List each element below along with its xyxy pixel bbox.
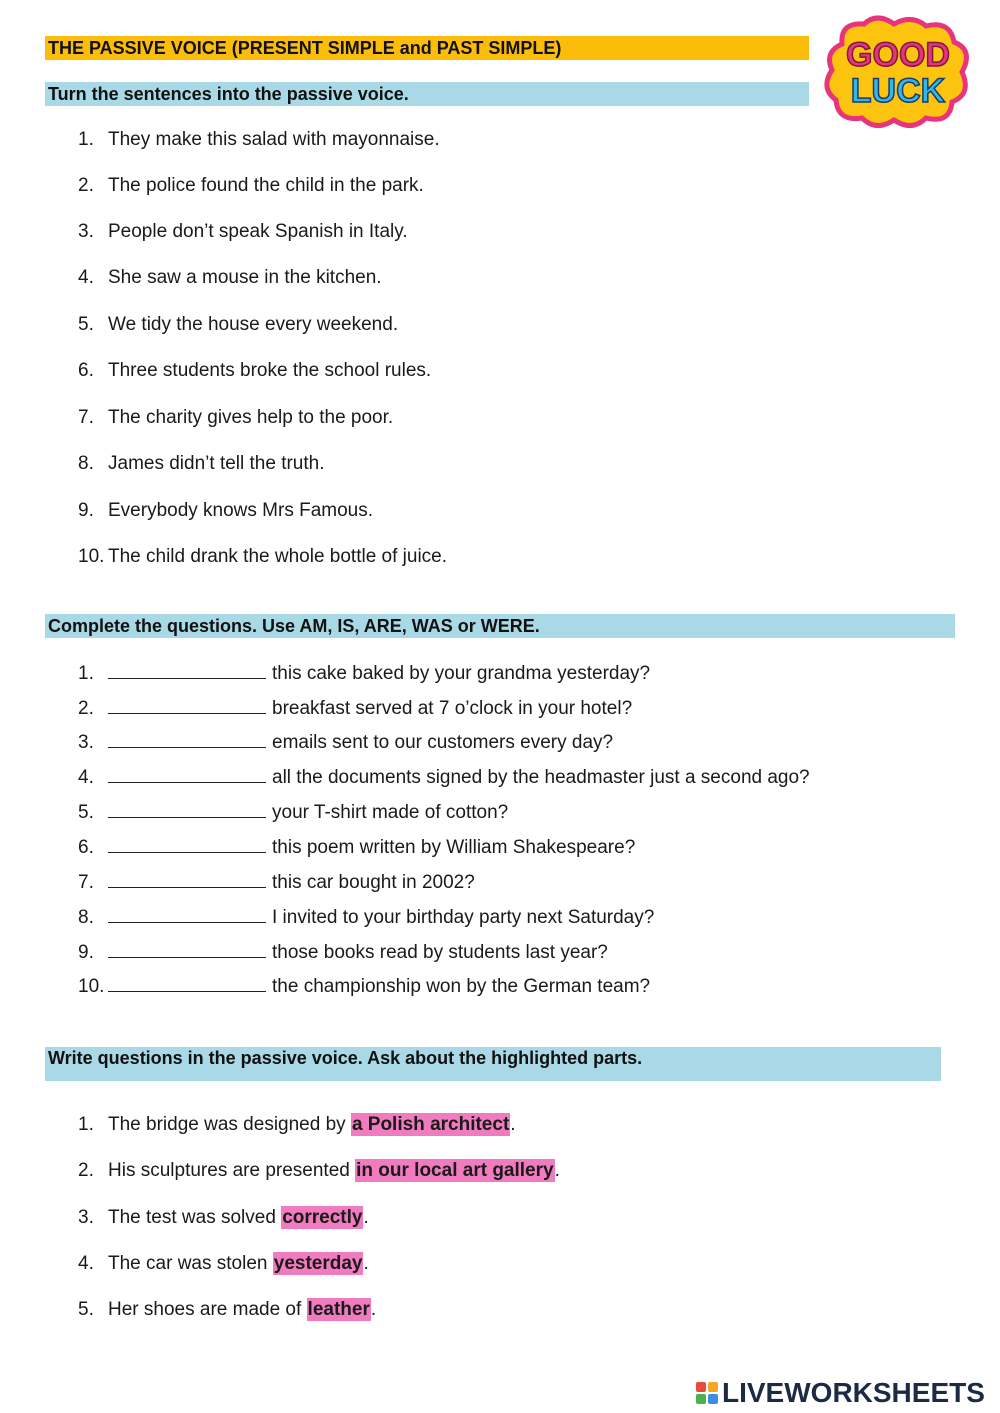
list-item: 10. The child drank the whole bottle of juice.: [78, 546, 448, 567]
list-item: 9. Everybody knows Mrs Famous.: [78, 500, 374, 521]
list-item: 5. Her shoes are made of leather.: [78, 1299, 377, 1320]
list-item: 2. breakfast served at 7 o’clock in your hotel?: [78, 698, 633, 719]
list-item: 7. this car bought in 2002?: [78, 872, 475, 893]
answer-blank[interactable]: [108, 662, 266, 679]
list-item: 6. this poem written by William Shakespeare?: [78, 837, 636, 858]
list-item: 6. Three students broke the school rules.: [78, 360, 432, 381]
list-item: 5. We tidy the house every weekend.: [78, 314, 399, 335]
list-item: 10. the championship won by the German team?: [78, 976, 651, 997]
list-item: 1. They make this salad with mayonnaise.: [78, 129, 440, 150]
highlighted-part: a Polish architect: [351, 1114, 510, 1135]
answer-blank[interactable]: [108, 697, 266, 714]
logo-text: LIVEWORKSHEETS: [722, 1377, 985, 1408]
answer-blank[interactable]: [108, 871, 266, 888]
list-item: 2. His sculptures are presented in our local art gallery.: [78, 1160, 560, 1181]
good-luck-badge-icon: [822, 14, 974, 132]
list-item: 9. those books read by students last year?: [78, 942, 608, 963]
list-item: 4. all the documents signed by the headmaster just a second ago?: [78, 767, 810, 788]
badge-luck-text: LUCK: [850, 72, 946, 110]
highlighted-part: correctly: [282, 1207, 363, 1228]
section-1-heading: Turn the sentences into the passive voice.: [45, 82, 809, 106]
answer-blank[interactable]: [108, 836, 266, 853]
answer-blank[interactable]: [108, 766, 266, 783]
section-3-heading: Write questions in the passive voice. Ask about the highlighted parts.: [45, 1047, 941, 1081]
list-item: 7. The charity gives help to the poor.: [78, 407, 394, 428]
page-title: THE PASSIVE VOICE (PRESENT SIMPLE and PAST SIMPLE): [45, 36, 809, 60]
list-item: 4. The car was stolen yesterday.: [78, 1253, 369, 1274]
badge-good-text: GOOD: [846, 36, 950, 74]
highlighted-part: leather: [307, 1299, 370, 1320]
answer-blank[interactable]: [108, 906, 266, 923]
highlighted-part: yesterday: [273, 1253, 363, 1274]
answer-blank[interactable]: [108, 941, 266, 958]
liveworksheets-logo[interactable]: [696, 1377, 985, 1409]
answer-blank[interactable]: [108, 801, 266, 818]
list-item: 1. The bridge was designed by a Polish architect.: [78, 1114, 516, 1135]
list-item: 2. The police found the child in the park.: [78, 175, 424, 196]
list-item: 3. emails sent to our customers every day?: [78, 732, 614, 753]
list-item: 3. The test was solved correctly.: [78, 1207, 369, 1228]
liveworksheets-logo-icon: [696, 1382, 718, 1404]
list-item: 8. I invited to your birthday party next Saturday?: [78, 907, 655, 928]
list-item: 1. this cake baked by your grandma yesterday?: [78, 663, 651, 684]
list-item: 3. People don’t speak Spanish in Italy.: [78, 221, 408, 242]
list-item: 4. She saw a mouse in the kitchen.: [78, 267, 382, 288]
highlighted-part: in our local art gallery: [356, 1160, 554, 1181]
list-item: 5. your T-shirt made of cotton?: [78, 802, 509, 823]
answer-blank[interactable]: [108, 975, 266, 992]
answer-blank[interactable]: [108, 731, 266, 748]
list-item: 8. James didn’t tell the truth.: [78, 453, 325, 474]
section-2-heading: Complete the questions. Use AM, IS, ARE, WAS or WERE.: [45, 614, 955, 638]
